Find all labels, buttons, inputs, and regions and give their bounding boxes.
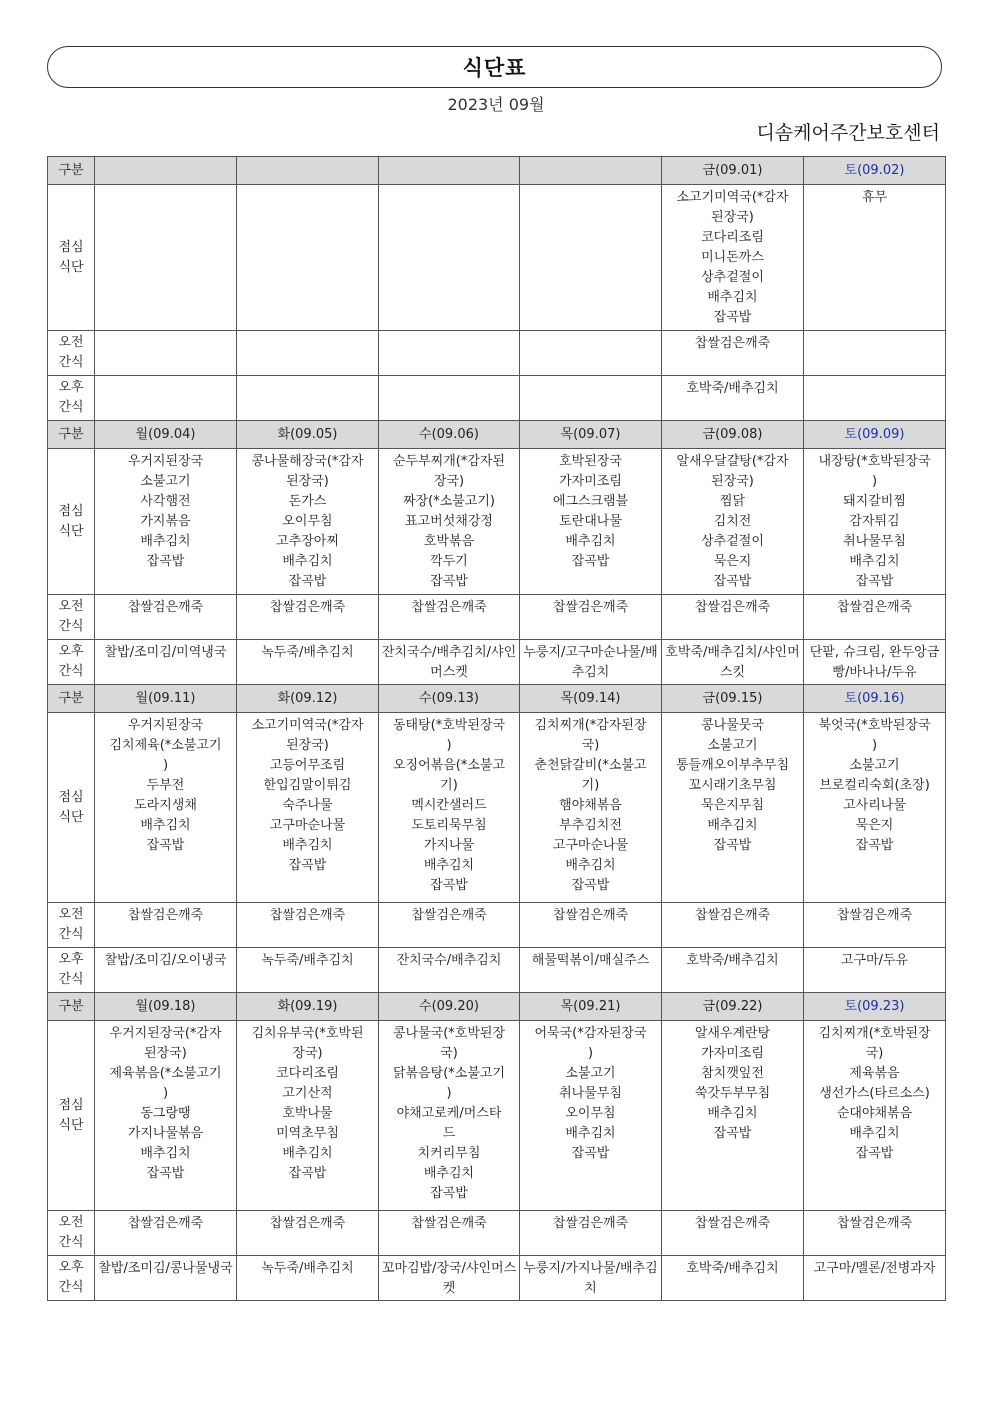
dish-item: 닭볶음탕(*소불고기 [392,1066,506,1081]
am-snack-row [48,1211,946,1256]
lunch-cell [520,713,662,903]
am-snack-cell: 찹쌀검은깨죽 [662,903,804,948]
dish-item: 장국) [292,1046,323,1061]
dish-item: 잡곡밥 [288,858,327,873]
am-snack-cell: 찹쌀검은깨죽 [95,595,237,640]
dish-item: 순두부찌개(*감자된 [392,454,506,469]
pm-snack-label [48,640,95,685]
dish-item: 우거지된장국 [127,718,204,733]
pm-snack-row [48,948,946,993]
dish-item: 배추김치 [140,818,191,833]
lunch-cell [662,185,804,331]
pm-snack-row [48,1256,946,1301]
week-header-row [48,421,946,449]
lunch-cell [662,1021,804,1211]
pm-snack-label-line: 간식 [58,664,84,679]
dish-item: 호박된장국 [559,454,622,469]
dish-item: 배추김치 [140,1146,191,1161]
pm-snack-cell: 호박죽/배추김치 [662,376,804,421]
dish-item: 춘천닭갈비(*소불고 [534,758,647,773]
pm-snack-cell: 호박죽/배추김치 [662,1256,804,1301]
week-header-row [48,993,946,1021]
lunch-cell [237,1021,379,1211]
week-header-row [48,685,946,713]
dish-item: 된장국) [711,474,754,489]
pm-snack-cell: 고구마/멜론/전병과자 [804,1256,946,1301]
pm-snack-cell: 찰밥/조미김/미역냉국 [95,640,237,685]
dish-item: 우거지된장국 [127,454,204,469]
day-header [95,157,237,185]
dish-item: 북엇국(*호박된장국 [818,718,931,733]
lunch-cell [804,449,946,595]
dish-item: 배추김치 [423,1166,475,1181]
dish-item: 제육볶음 [849,1066,900,1081]
pm-snack-cell: 녹두죽/배추김치 [237,948,379,993]
dish-item: ) [162,1086,169,1101]
dish-item: ) [446,738,452,753]
dish-item: 잡곡밥 [571,1146,610,1161]
dish-item: 된장국) [286,738,329,753]
am-snack-cell: 찹쌀검은깨죽 [95,1211,237,1256]
am-snack-label-line: 간식 [58,1235,84,1250]
pm-snack-row [48,376,946,421]
dish-item: 꼬시래기초무침 [688,778,777,793]
lunch-cell [237,449,379,595]
dish-item: 콩나물국(*호박된장 [392,1026,506,1041]
section-label: 구분 [48,685,95,713]
am-snack-cell: 찹쌀검은깨죽 [379,903,520,948]
dish-item: 코다리조림 [701,230,764,245]
am-snack-cell: 찹쌀검은깨죽 [379,595,520,640]
pm-snack-label-line: 오후 [58,1260,84,1275]
pm-snack-cell: 잔치국수/배추김치 [379,948,520,993]
lunch-label-line: 점심 [58,789,84,805]
dish-item: 우거지된장국(*감자 [109,1026,222,1041]
dish-item: 한입김말이튀김 [263,778,352,793]
lunch-label-line: 점심 [58,1097,84,1113]
dish-item: 알새우달걀탕(*감자 [676,454,789,469]
day-header: 월(09.11) [95,685,237,713]
am-snack-cell: 찹쌀검은깨죽 [237,903,379,948]
day-header: 화(09.05) [237,421,379,449]
pm-snack-cell [237,376,379,421]
am-snack-row [48,331,946,376]
dish-item: 고사리나물 [843,798,906,813]
pm-snack-cell [804,376,946,421]
lunch-cell [95,1021,237,1211]
dish-item: 호박나물 [282,1106,333,1121]
dish-item: 잡곡밥 [146,838,185,853]
dish-item: 고등어무조림 [269,758,346,773]
dish-item: 잡곡밥 [430,878,468,893]
dish-item: 내장탕(*호박된장국 [818,454,931,469]
pm-snack-cell: 찰밥/조미김/콩나물냉국 [95,1256,237,1301]
section-label: 구분 [48,157,95,185]
dish-item: 가지볶음 [140,514,191,529]
pm-snack-cell: 녹두죽/배추김치 [237,640,379,685]
lunch-row [48,713,946,903]
day-header: 목(09.21) [520,993,662,1021]
dish-item: 된장국) [286,474,329,489]
lunch-cell [95,185,237,331]
dish-item: 배추김치 [707,818,758,833]
dish-item: 알새우계란탕 [694,1026,771,1041]
weekly-menu-table [47,156,946,1301]
dish-item: 잡곡밥 [855,1146,894,1161]
pm-snack-cell: 누룽지/가지나물/배추김치 [520,1256,662,1301]
section-label: 구분 [48,993,95,1021]
am-snack-cell: 찹쌀검은깨죽 [804,595,946,640]
am-snack-label-line: 오전 [58,599,84,614]
am-snack-label-line: 간식 [58,927,84,942]
dish-item: 햄야채볶음 [559,798,622,813]
dish-item: 배추김치 [565,1126,616,1141]
am-snack-cell: 찹쌀검은깨죽 [662,331,804,376]
lunch-cell [379,713,520,903]
pm-snack-label-line: 오후 [58,952,84,967]
dish-item: 오징어볶음(*소불고 [392,758,506,773]
lunch-cell [804,185,946,331]
dish-item: 고추장아찌 [276,534,339,549]
am-snack-cell: 찹쌀검은깨죽 [520,1211,662,1256]
dish-item: 휴무 [861,190,888,205]
lunch-cell [379,449,520,595]
dish-item: 생선가스(타르소스) [819,1086,930,1101]
lunch-cell [804,713,946,903]
day-header: 수(09.06) [379,421,520,449]
dish-item: ) [162,758,169,773]
month-label: 2023년 09월 [447,95,545,114]
am-snack-cell: 찹쌀검은깨죽 [804,903,946,948]
dish-item: 가지나물볶음 [127,1126,204,1141]
day-header [237,157,379,185]
dish-item: 소고기미역국(*감자 [251,718,364,733]
dish-item: 김치전 [713,514,752,529]
dish-item: 감자튀김 [849,514,900,529]
pm-snack-label [48,1256,95,1301]
am-snack-cell: 찹쌀검은깨죽 [379,1211,520,1256]
am-snack-label-line: 오전 [58,335,84,350]
dish-item: 배추김치 [140,534,191,549]
dish-item: 쑥갓두부무침 [694,1086,771,1101]
dish-item: 국) [865,1046,884,1061]
am-snack-cell: 찹쌀검은깨죽 [520,595,662,640]
am-snack-cell [95,331,237,376]
dish-item: 순대야채볶음 [836,1106,913,1121]
day-header: 토(09.02) [804,157,946,185]
day-header: 금(09.22) [662,993,804,1021]
am-snack-cell: 찹쌀검은깨죽 [95,903,237,948]
lunch-cell [379,185,520,331]
pm-snack-cell: 고구마/두유 [804,948,946,993]
dish-item: 묵은지 [855,818,894,833]
week-header-row [48,157,946,185]
lunch-label [48,185,95,331]
lunch-cell [379,1021,520,1211]
section-label: 구분 [48,421,95,449]
am-snack-cell: 찹쌀검은깨죽 [662,595,804,640]
dish-item: 야채고로케/머스타 [396,1106,502,1121]
dish-item: 찜닭 [719,494,746,509]
pm-snack-cell: 단팥, 슈크림, 완두앙금빵/바나나/두유 [804,640,946,685]
dish-item: 도토리묵무침 [411,818,487,833]
dish-item: 배추김치 [565,858,616,873]
day-header [520,157,662,185]
am-snack-cell [520,331,662,376]
am-snack-cell [237,331,379,376]
dish-item: 배추김치 [849,1126,900,1141]
dish-item: 기) [440,778,458,793]
dish-item: 돼지갈비찜 [843,494,906,509]
am-snack-label [48,595,95,640]
day-header: 토(09.09) [804,421,946,449]
am-snack-cell [379,331,520,376]
day-header: 목(09.07) [520,421,662,449]
dish-item: 도라지생채 [134,798,197,813]
dish-item: 배추김치 [423,858,475,873]
dish-item: 숙주나물 [282,798,333,813]
day-header: 수(09.20) [379,993,520,1021]
dish-item: 묵은지 [713,554,752,569]
dish-item: 어묵국(*감자된장국 [534,1026,647,1041]
dish-item: 오이무침 [282,514,333,529]
dish-item: 치커리무침 [417,1146,481,1161]
lunch-cell [520,185,662,331]
dish-item: 소고기미역국(*감자 [676,190,789,205]
am-snack-cell: 찹쌀검은깨죽 [520,903,662,948]
lunch-cell [804,1021,946,1211]
lunch-cell [662,449,804,595]
lunch-row [48,185,946,331]
dish-item: 소불고기 [849,758,900,773]
dish-item: 김치찌개(*감자된장 [534,718,647,733]
lunch-cell [95,713,237,903]
pm-snack-row [48,640,946,685]
dish-item: 브로컬리숙회(초장) [819,778,930,793]
dish-item: 고구마순나물 [552,838,629,853]
lunch-cell [237,713,379,903]
lunch-label-line: 점심 [58,239,84,255]
dish-item: 고기산적 [282,1086,333,1101]
am-snack-cell [804,331,946,376]
dish-item: 표고버섯채강정 [405,514,493,529]
lunch-cell [95,449,237,595]
dish-item: ) [587,1046,594,1061]
dish-item: 동태탕(*호박된장국 [392,718,506,733]
pm-snack-label-line: 간식 [58,400,84,415]
day-header: 화(09.19) [237,993,379,1021]
dish-item: 장국) [433,474,465,489]
dish-item: 가지나물 [423,838,475,853]
day-header: 수(09.13) [379,685,520,713]
am-snack-row [48,903,946,948]
dish-item: 취나물무침 [559,1086,622,1101]
day-header: 토(09.23) [804,993,946,1021]
dish-item: 잡곡밥 [713,838,752,853]
pm-snack-cell [379,376,520,421]
dish-item: 돈가스 [288,494,327,509]
dish-item: 잡곡밥 [430,1186,468,1201]
am-snack-cell: 찹쌀검은깨죽 [237,1211,379,1256]
dish-item: 오이무침 [565,1106,616,1121]
pm-snack-cell [520,376,662,421]
pm-snack-cell: 찰밥/조미김/오이냉국 [95,948,237,993]
dish-item: 국) [581,738,600,753]
dish-item: 통들깨오이부추무침 [675,758,790,773]
lunch-cell [520,1021,662,1211]
dish-item: 된장국) [711,210,754,225]
dish-item: 김치유부국(*호박된 [251,1026,364,1041]
dish-item: 부추김치전 [559,818,622,833]
dish-item: 가자미조림 [559,474,622,489]
pm-snack-label [48,376,95,421]
lunch-label-line: 식단 [58,1117,84,1133]
dish-item: 잡곡밥 [146,554,185,569]
dish-item: 잡곡밥 [571,878,610,893]
pm-snack-label-line: 오후 [58,380,84,395]
dish-item: 기) [581,778,600,793]
day-header: 월(09.04) [95,421,237,449]
dish-item: 소불고기 [140,474,191,489]
dish-item: 에그스크램블 [552,494,629,509]
dish-item: 참치깻잎전 [701,1066,764,1081]
lunch-label-line: 식단 [58,523,84,539]
menu-title: 식단표 [47,46,942,88]
dish-item: 상추겉절이 [701,270,764,285]
dish-item: ) [446,1086,452,1101]
dish-item: 가자미조림 [701,1046,764,1061]
pm-snack-label-line: 간식 [58,972,84,987]
dish-item: 코다리조림 [276,1066,339,1081]
am-snack-cell: 찹쌀검은깨죽 [662,1211,804,1256]
dish-item: 묵은지무침 [701,798,764,813]
dish-item: 소불고기 [565,1066,616,1081]
dish-item: 잡곡밥 [146,1166,185,1181]
pm-snack-label [48,948,95,993]
lunch-label [48,1021,95,1211]
am-snack-label-line: 간식 [58,355,84,370]
lunch-label [48,449,95,595]
day-header: 화(09.12) [237,685,379,713]
am-snack-cell: 찹쌀검은깨죽 [237,595,379,640]
lunch-label [48,713,95,903]
dish-item: 잡곡밥 [430,574,468,589]
lunch-label-line: 식단 [58,809,84,825]
dish-item: 멕시칸샐러드 [411,798,487,813]
dish-item: 사각햄전 [140,494,191,509]
dish-item: 잡곡밥 [713,1126,752,1141]
dish-item: 깍두기 [430,554,468,569]
dish-item: 미역초무침 [276,1126,339,1141]
dish-item: 배추김치 [707,1106,758,1121]
dish-item: 배추김치 [282,1146,333,1161]
dish-item: 배추김치 [849,554,900,569]
day-header: 토(09.16) [804,685,946,713]
am-snack-label-line: 오전 [58,1215,84,1230]
lunch-cell [237,185,379,331]
dish-item: ) [871,738,878,753]
dish-item: 짜장(*소불고기) [403,494,495,509]
dish-item: 김치제육(*소불고기 [109,738,222,753]
lunch-label-line: 식단 [58,259,84,275]
dish-item: 잡곡밥 [713,574,752,589]
pm-snack-label-line: 오후 [58,644,84,659]
dish-item: 동그랑땡 [140,1106,191,1121]
pm-snack-cell: 누룽지/고구마순나물/배추김치 [520,640,662,685]
am-snack-cell: 찹쌀검은깨죽 [804,1211,946,1256]
am-snack-label-line: 오전 [58,907,84,922]
day-header: 월(09.18) [95,993,237,1021]
day-header: 금(09.15) [662,685,804,713]
pm-snack-cell: 꼬마김밥/장국/샤인머스켓 [379,1256,520,1301]
dish-item: 제육볶음(*소불고기 [109,1066,222,1081]
dish-item: 취나물무침 [843,534,906,549]
day-header: 금(09.01) [662,157,804,185]
day-header: 목(09.14) [520,685,662,713]
dish-item: 호박볶음 [423,534,475,549]
am-snack-label [48,1211,95,1256]
pm-snack-cell [95,376,237,421]
dish-item: 배추김치 [282,838,333,853]
am-snack-row [48,595,946,640]
pm-snack-cell: 호박죽/배추김치 [662,948,804,993]
day-header: 금(09.08) [662,421,804,449]
dish-item: 된장국) [144,1046,187,1061]
dish-item: 잡곡밥 [855,838,894,853]
am-snack-label-line: 간식 [58,619,84,634]
lunch-cell [662,713,804,903]
lunch-row [48,1021,946,1211]
dish-item: 소불고기 [707,738,758,753]
dish-item: 잡곡밥 [288,574,327,589]
am-snack-label [48,331,95,376]
am-snack-label [48,903,95,948]
pm-snack-label-line: 간식 [58,1280,84,1295]
dish-item: 토란대나물 [559,514,622,529]
dish-item: ) [871,474,878,489]
center-name: 디솜케어주간보호센터 [756,122,940,144]
pm-snack-cell: 녹두죽/배추김치 [237,1256,379,1301]
dish-item: 배추김치 [707,290,758,305]
dish-item: 콩나물뭇국 [701,718,764,733]
dish-item: 김치찌개(*호박된장 [818,1026,931,1041]
dish-item: 배추김치 [282,554,333,569]
dish-item: 고구마순나물 [269,818,346,833]
dish-item: 두부전 [146,778,185,793]
dish-item: 잡곡밥 [713,310,752,325]
pm-snack-cell: 잔치국수/배추김치/샤인머스켓 [379,640,520,685]
dish-item: 국) [440,1046,458,1061]
dish-item: 잡곡밥 [855,574,894,589]
lunch-row [48,449,946,595]
dish-item: 상추겉절이 [701,534,764,549]
lunch-cell [520,449,662,595]
day-header [379,157,520,185]
dish-item: 드 [442,1126,456,1141]
lunch-label-line: 점심 [58,503,84,519]
pm-snack-cell: 해물떡볶이/매실주스 [520,948,662,993]
dish-item: 배추김치 [565,534,616,549]
dish-item: 콩나물해장국(*감자 [251,454,364,469]
dish-item: 잡곡밥 [571,554,610,569]
dish-item: 잡곡밥 [288,1166,327,1181]
dish-item: 미니돈까스 [701,250,764,265]
pm-snack-cell: 호박죽/배추김치/샤인머스킷 [662,640,804,685]
